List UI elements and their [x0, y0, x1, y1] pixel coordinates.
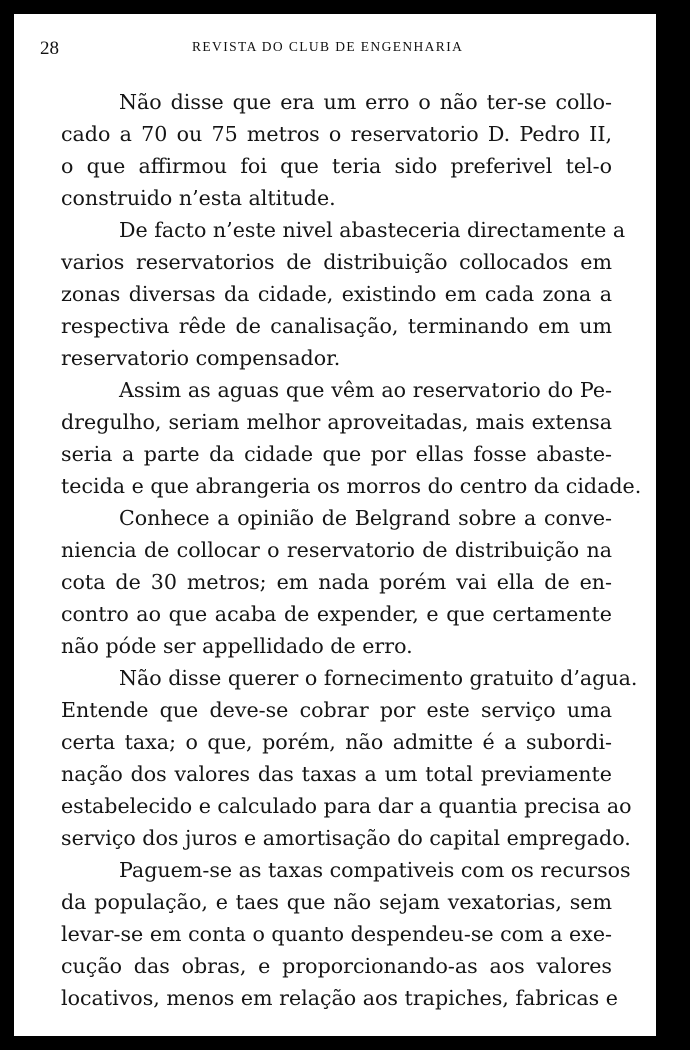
text-line: cado a 70 ou 75 metros o reservatorio D. Pedro II,	[61, 122, 612, 146]
body-text	[61, 86, 642, 1014]
text-line: tecida e que abrangeria os morros do centro da cidade.	[61, 474, 642, 498]
text-line: levar-se em conta o quanto despendeu-se com a exe-	[61, 922, 612, 946]
document-page	[14, 14, 644, 1036]
text-line: cução das obras, e proporcionando-as aos valores	[61, 954, 612, 978]
page-header	[32, 38, 636, 62]
scan-border	[656, 14, 680, 1036]
page-gutter	[644, 14, 656, 1036]
text-line: estabelecido e calculado para dar a quantia precisa ao	[61, 794, 632, 818]
text-line: niencia de collocar o reservatorio de distribuição na	[61, 538, 612, 562]
text-line: certa taxa; o que, porém, não admitte é a subordi-	[61, 730, 612, 754]
running-head: REVISTA DO CLUB DE ENGENHARIA	[192, 39, 464, 54]
text-line: seria a parte da cidade que por ellas fosse abaste-	[61, 442, 612, 466]
text-line: respectiva rêde de canalisação, terminando em um	[61, 314, 612, 338]
text-line: Entende que deve-se cobrar por este serviço uma	[61, 698, 612, 722]
text-line: Não disse que era um erro o não ter-se collo-	[119, 90, 612, 114]
text-line: varios reservatorios de distribuição collocados em	[61, 250, 612, 274]
text-line: locativos, menos em relação aos trapiches, fabricas e	[61, 986, 618, 1010]
text-line: dregulho, seriam melhor aproveitadas, mais extensa	[61, 410, 612, 434]
text-line: não póde ser appellidado de erro.	[61, 634, 413, 658]
text-line: serviço dos juros e amortisação do capital empregado.	[61, 826, 631, 850]
text-line: da população, e taes que não sejam vexatorias, sem	[61, 890, 612, 914]
text-line: zonas diversas da cidade, existindo em cada zona a	[61, 282, 612, 306]
text-line: De facto n’este nivel abasteceria directamente a	[119, 218, 626, 242]
text-line: cota de 30 metros; em nada porém vai ella de en-	[61, 570, 612, 594]
text-line: reservatorio compensador.	[61, 346, 341, 370]
text-line: nação dos valores das taxas a um total previamente	[61, 762, 612, 786]
text-line: Assim as aguas que vêm ao reservatorio do Pe-	[119, 378, 612, 402]
text-line: Não disse querer o fornecimento gratuito d’agua.	[119, 666, 638, 690]
text-line: contro ao que acaba de expender, e que certamente	[61, 602, 612, 626]
page-number: 28	[40, 38, 59, 59]
text-line: o que affirmou foi que teria sido preferivel tel-o	[61, 154, 612, 178]
text-line: construido n’esta altitude.	[61, 186, 336, 210]
text-line: Paguem-se as taxas compativeis com os recursos	[119, 858, 631, 882]
text-line: Conhece a opinião de Belgrand sobre a conve-	[119, 506, 612, 530]
